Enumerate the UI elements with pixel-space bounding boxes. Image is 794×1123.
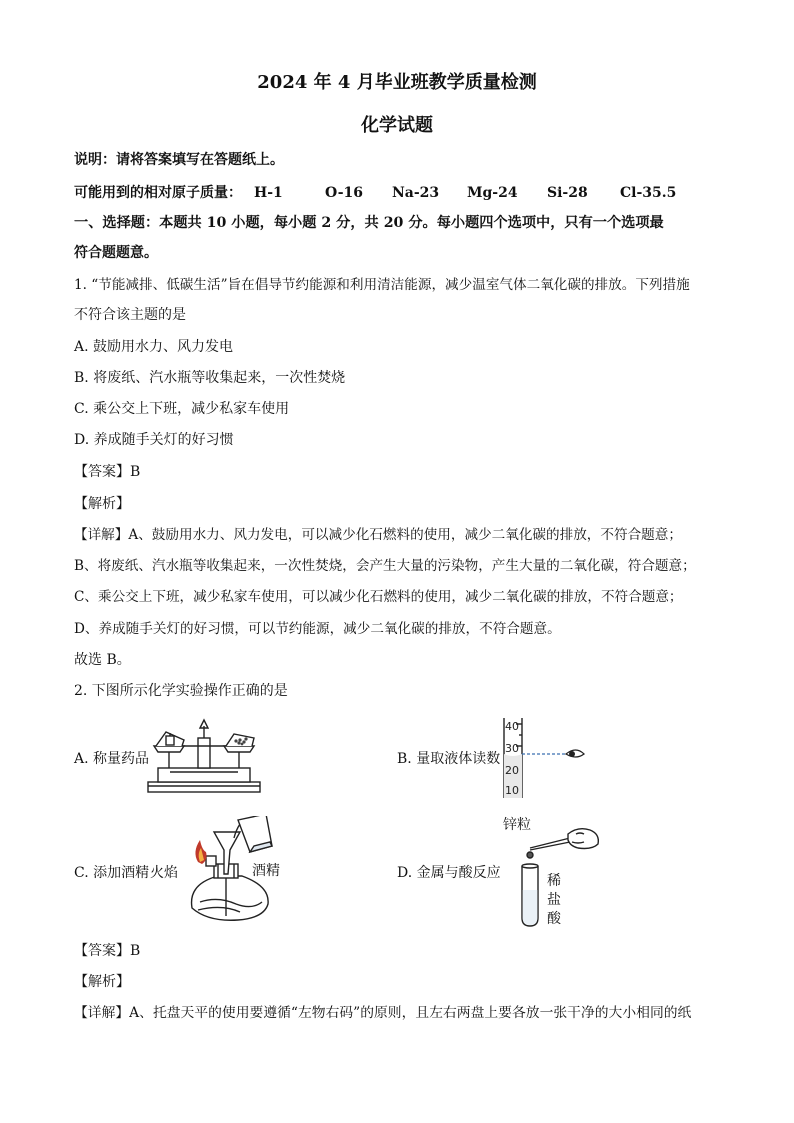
q2-analysis-label: 【解析】 bbox=[74, 974, 130, 990]
atomic-mass-h: H-1 bbox=[254, 185, 283, 201]
q1-option-c: C. 乘公交上下班，减少私家车使用 bbox=[74, 401, 290, 417]
cylinder-tick-30: 30 bbox=[505, 742, 519, 755]
acid-label-1: 稀 bbox=[547, 873, 561, 889]
q1-stem-line1: 1. “节能减排、低碳生活”旨在倡导节约能源和利用清洁能源，减少温室气体二氧化碳的排放。下列措施 bbox=[74, 277, 690, 293]
cylinder-tick-40: 40 bbox=[505, 720, 519, 733]
page-title: 2024 年 4 月毕业班教学质量检测 bbox=[257, 72, 537, 93]
section1-heading-line2: 符合题题意。 bbox=[74, 245, 158, 261]
page-subtitle: 化学试题 bbox=[361, 115, 433, 136]
atomic-mass-o: O-16 bbox=[325, 185, 364, 201]
cylinder-tick-10: 10 bbox=[505, 784, 519, 797]
instruction-note: 说明：请将答案填写在答题纸上。 bbox=[74, 152, 284, 168]
q1-answer: 【答案】B bbox=[74, 464, 141, 480]
acid-label-3: 酸 bbox=[547, 911, 561, 927]
q1-stem-line2: 不符合该主题的是 bbox=[74, 307, 186, 323]
atomic-mass-cl: Cl-35.5 bbox=[620, 185, 677, 201]
q2-option-c-label: C. 添加酒精 bbox=[74, 865, 150, 881]
alcohol-label: 酒精 bbox=[252, 863, 280, 879]
cylinder-figure bbox=[500, 716, 590, 800]
section1-heading-line1: 一、选择题：本题共 10 小题，每小题 2 分，共 20 分。每小题四个选项中，只有一个选项最 bbox=[74, 215, 664, 231]
q1-analysis-label: 【解析】 bbox=[74, 496, 130, 512]
atomic-mass-si: Si-28 bbox=[547, 185, 588, 201]
q2-option-d-label: D. 金属与酸反应 bbox=[397, 865, 501, 881]
q1-detail-d: D、养成随手关灯的好习惯，可以节约能源，减少二氧化碳的排放，不符合题意。 bbox=[74, 621, 561, 637]
cylinder-tick-20: 20 bbox=[505, 764, 519, 777]
balance-figure bbox=[140, 716, 268, 798]
atomic-masses-label: 可能用到的相对原子质量： bbox=[74, 185, 242, 201]
q2-detail-line1: 【详解】A、托盘天平的使用要遵循“左物右码”的原则，且左右两盘上要各放一张干净的大小相同的纸 bbox=[74, 1005, 692, 1021]
atomic-mass-mg: Mg-24 bbox=[467, 185, 518, 201]
q2-option-a-label: A. 称量药品 bbox=[74, 751, 150, 767]
q1-detail-b: B、将废纸、汽水瓶等收集起来，一次性焚烧，会产生大量的污染物，产生大量的二氧化碳，符合题意； bbox=[74, 558, 696, 574]
atomic-mass-na: Na-23 bbox=[392, 185, 440, 201]
q1-detail-c: C、乘公交上下班，减少私家车使用，可以减少化石燃料的使用，减少二氧化碳的排放，不符合题意； bbox=[74, 589, 683, 605]
q1-option-a: A. 鼓励用水力、风力发电 bbox=[74, 339, 234, 355]
acid-label-2: 盐 bbox=[547, 892, 561, 908]
q1-detail-a: 【详解】A、鼓励用水力、风力发电，可以减少化石燃料的使用，减少二氧化碳的排放，不符合题意； bbox=[74, 527, 682, 543]
q1-option-b: B. 将废纸、汽水瓶等收集起来，一次性焚烧 bbox=[74, 370, 346, 386]
q1-conclusion: 故选 B。 bbox=[74, 652, 131, 668]
q1-option-d: D. 养成随手关灯的好习惯 bbox=[74, 432, 234, 448]
q2-option-b-label: B. 量取液体读数 bbox=[397, 751, 501, 767]
q2-answer: 【答案】B bbox=[74, 943, 141, 959]
q2-stem: 2. 下图所示化学实验操作正确的是 bbox=[74, 683, 288, 699]
zinc-label: 锌粒 bbox=[503, 817, 531, 833]
flame-label: 火焰 bbox=[150, 865, 178, 881]
